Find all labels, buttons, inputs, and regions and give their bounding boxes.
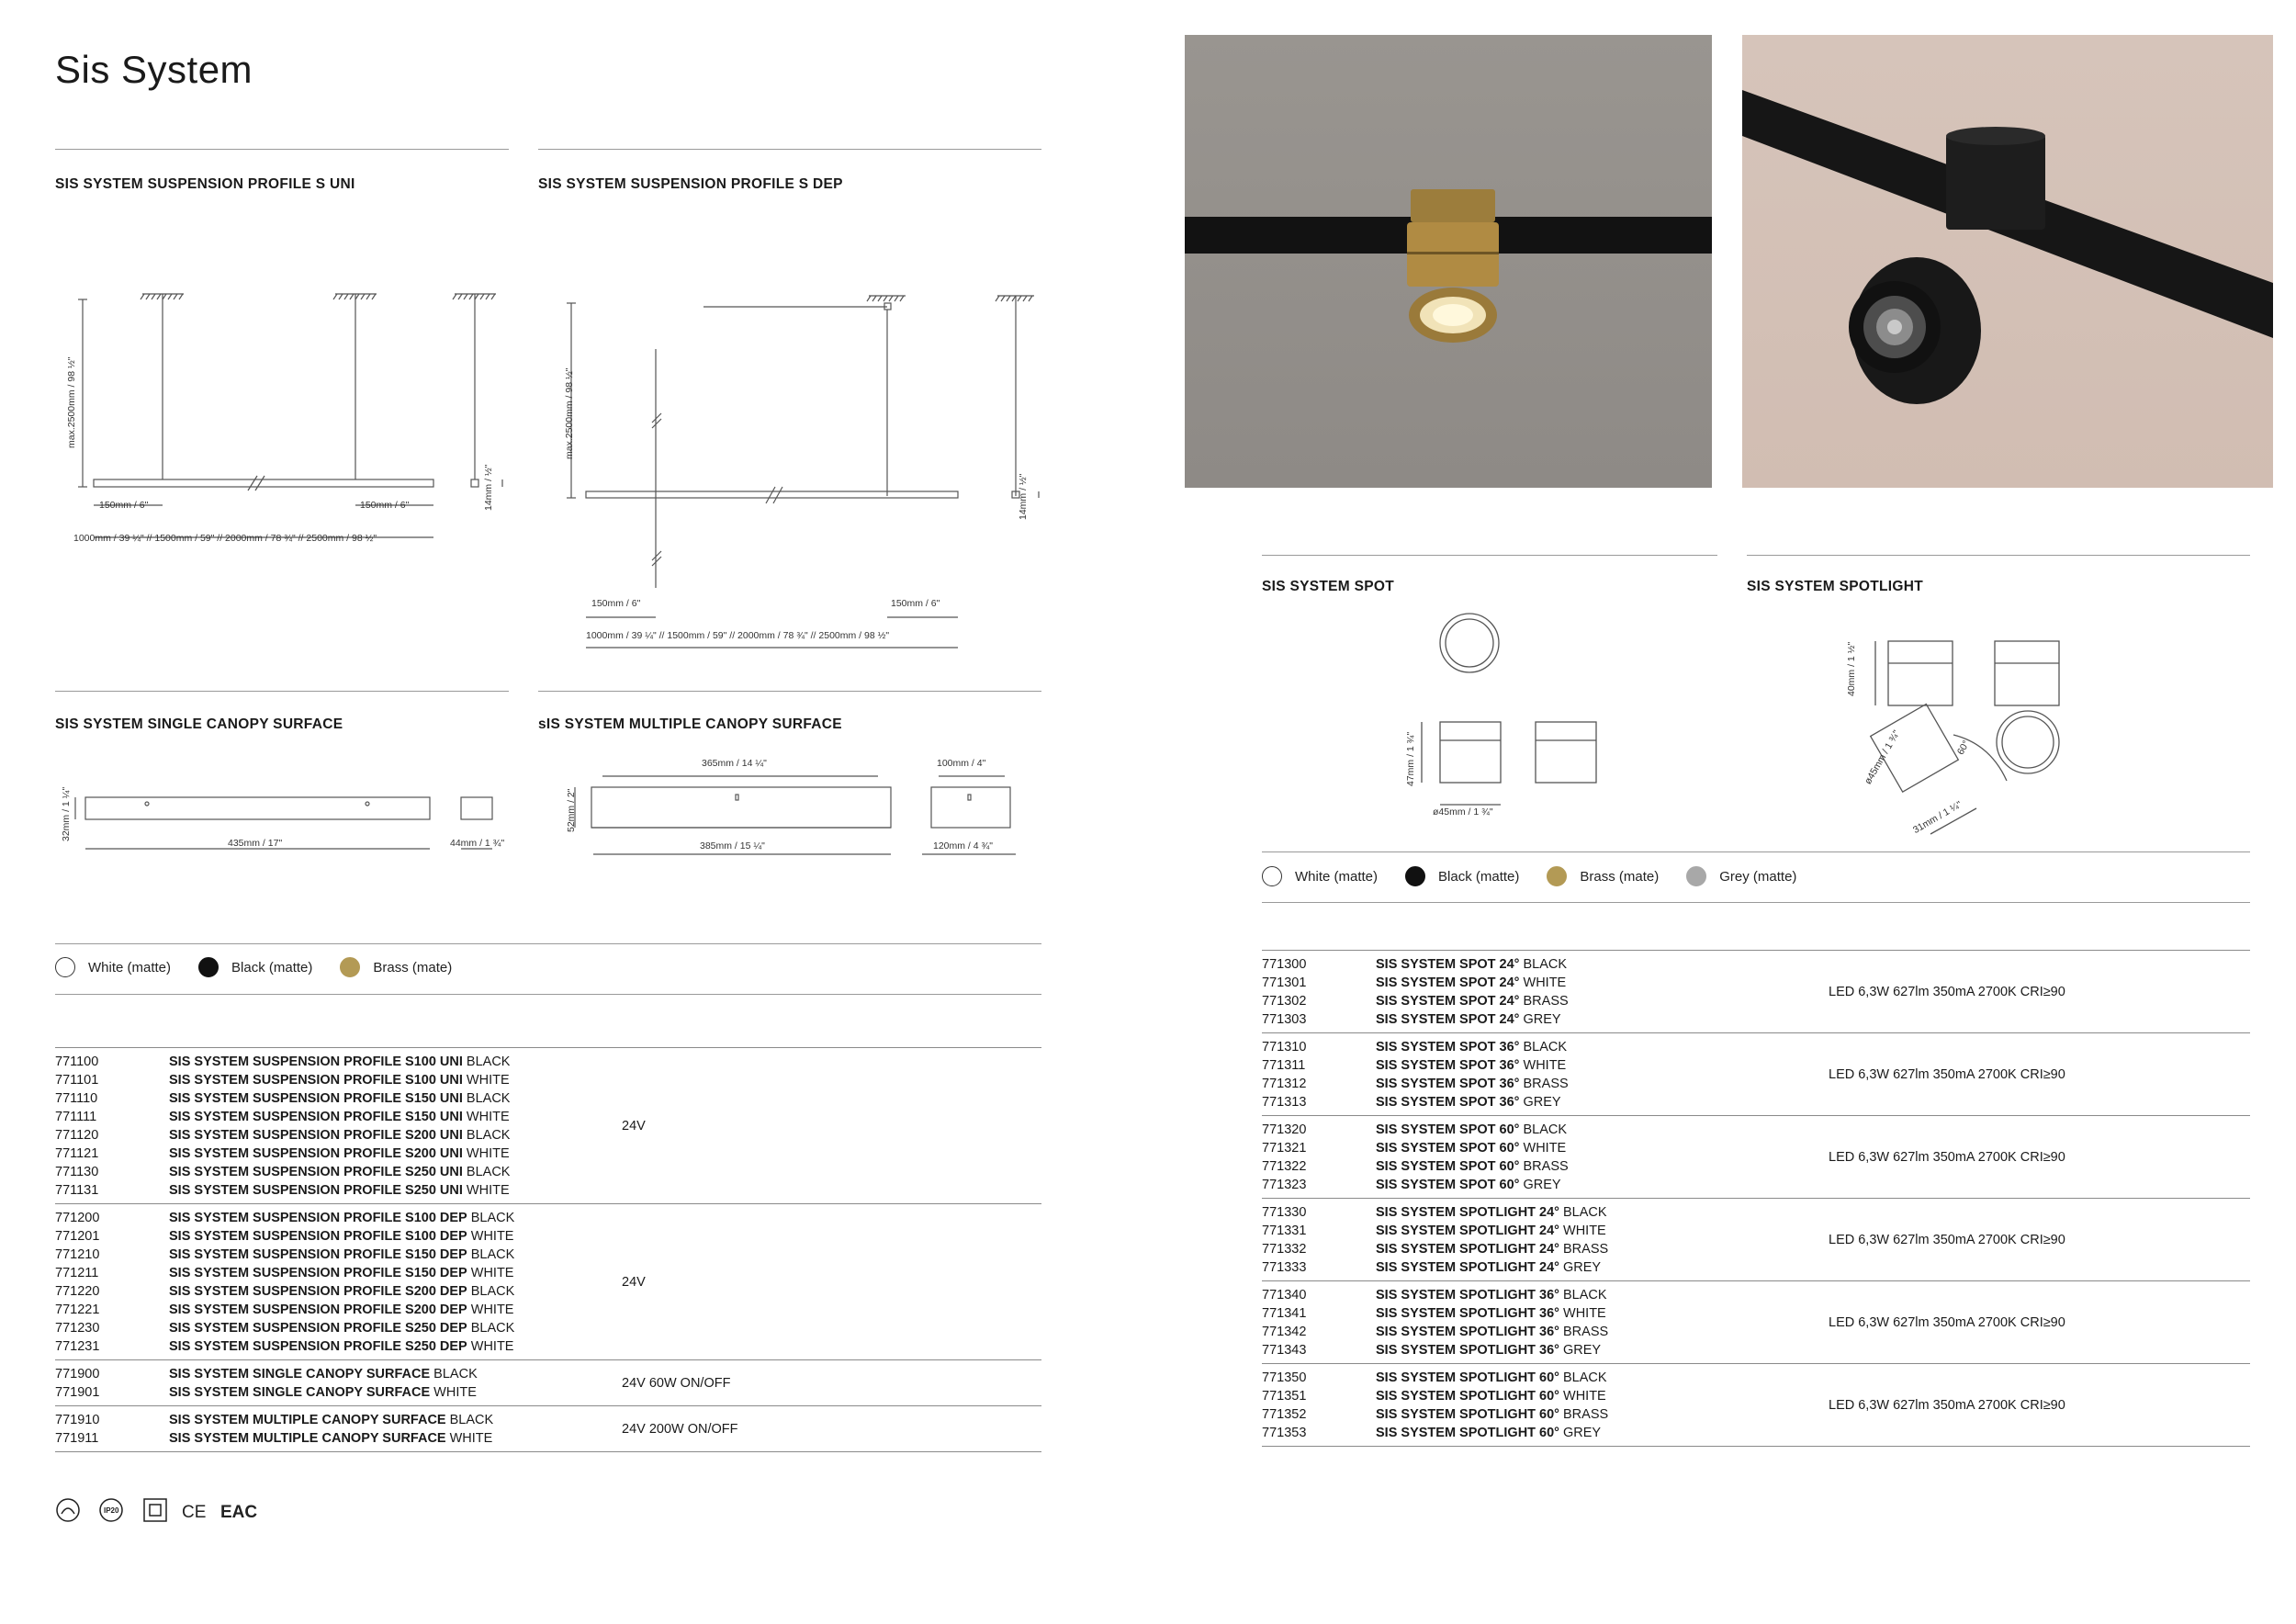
dim-label: 385mm / 15 ¼" xyxy=(700,840,765,851)
product-finish: BRASS xyxy=(1519,994,1569,1009)
product-name xyxy=(1376,1093,1569,1111)
photo-spot-brass xyxy=(1185,35,1712,488)
product-spec: LED 6,3W 627lm 350mA 2700K CRI≥90 xyxy=(1829,984,2065,999)
product-name xyxy=(169,1365,478,1383)
product-spec: LED 6,3W 627lm 350mA 2700K CRI≥90 xyxy=(1829,1232,2065,1247)
dim-label: 60° xyxy=(1954,739,1973,757)
product-model: SIS SYSTEM SUSPENSION PROFILE S200 DEP xyxy=(169,1284,467,1299)
product-name xyxy=(1376,1203,1608,1222)
divider xyxy=(55,943,1041,944)
product-finish: BRASS xyxy=(1519,1077,1569,1091)
section-title-dep: SIS SYSTEM SUSPENSION PROFILE S DEP xyxy=(538,176,843,192)
finish-swatch xyxy=(1547,866,1659,886)
product-code: 771341 xyxy=(1262,1306,1307,1321)
color-dot-icon xyxy=(1547,866,1567,886)
product-finish: WHITE xyxy=(462,1073,510,1088)
product-finish: BLACK xyxy=(467,1284,515,1299)
product-code: 771910 xyxy=(55,1413,100,1427)
product-code: 771901 xyxy=(55,1385,100,1400)
ip-rating: IP20 xyxy=(104,1506,119,1515)
color-dot-icon xyxy=(198,957,219,977)
product-name xyxy=(1376,1387,1608,1405)
finish-label: Grey (matte) xyxy=(1719,868,1797,885)
divider xyxy=(538,691,1041,692)
product-code: 771101 xyxy=(55,1073,99,1088)
product-model: SIS SYSTEM SPOTLIGHT 60° xyxy=(1376,1426,1559,1440)
product-name xyxy=(1376,1240,1608,1258)
product-finish: WHITE xyxy=(467,1229,514,1244)
divider xyxy=(1262,902,2250,903)
product-group xyxy=(1262,1280,2250,1363)
product-name xyxy=(169,1301,514,1319)
product-finish: BRASS xyxy=(1559,1242,1609,1257)
dim-label: 435mm / 17" xyxy=(228,838,283,849)
product-name xyxy=(1376,1010,1569,1029)
product-model: SIS SYSTEM SPOT 24° xyxy=(1376,994,1520,1009)
product-code: 771310 xyxy=(1262,1040,1307,1054)
product-name xyxy=(1376,992,1569,1010)
product-finish: WHITE xyxy=(462,1146,510,1161)
product-name xyxy=(1376,1405,1608,1424)
product-code: 771320 xyxy=(1262,1122,1307,1137)
product-model: SIS SYSTEM MULTIPLE CANOPY SURFACE xyxy=(169,1413,446,1427)
product-name xyxy=(169,1227,514,1246)
product-model: SIS SYSTEM SUSPENSION PROFILE S250 UNI xyxy=(169,1183,463,1198)
product-name xyxy=(1376,1176,1569,1194)
product-finish: GREY xyxy=(1559,1343,1602,1358)
product-name xyxy=(169,1264,514,1282)
product-code: 771342 xyxy=(1262,1325,1307,1339)
product-name xyxy=(169,1108,510,1126)
product-name xyxy=(169,1282,514,1301)
divider xyxy=(1747,555,2250,556)
section-title-single: SIS SYSTEM SINGLE CANOPY SURFACE xyxy=(55,716,343,732)
product-code: 771130 xyxy=(55,1165,99,1179)
product-finish: BLACK xyxy=(1559,1288,1607,1303)
product-code: 771121 xyxy=(55,1146,99,1161)
divider xyxy=(55,994,1041,995)
product-finish: GREY xyxy=(1559,1260,1602,1275)
product-name xyxy=(169,1429,493,1448)
product-group xyxy=(1262,1198,2250,1280)
product-code: 771111 xyxy=(55,1110,97,1124)
divider xyxy=(55,149,509,150)
color-dot-icon xyxy=(340,957,360,977)
product-model: SIS SYSTEM SUSPENSION PROFILE S250 DEP xyxy=(169,1339,467,1354)
product-name xyxy=(169,1163,510,1181)
product-finish: BRASS xyxy=(1519,1159,1569,1174)
product-model: SIS SYSTEM SPOTLIGHT 60° xyxy=(1376,1370,1559,1385)
product-model: SIS SYSTEM SPOTLIGHT 36° xyxy=(1376,1288,1559,1303)
product-name xyxy=(1376,1258,1608,1277)
dim-label: 40mm / 1 ½" xyxy=(1846,641,1857,696)
uni-profile-drawing xyxy=(55,285,509,551)
product-model: SIS SYSTEM SUSPENSION PROFILE S150 DEP xyxy=(169,1266,467,1280)
multi-canopy-drawing xyxy=(538,767,1041,868)
product-spec: 24V xyxy=(622,1274,646,1290)
product-code: 771311 xyxy=(1262,1058,1306,1073)
product-group xyxy=(55,1203,1041,1359)
product-model: SIS SYSTEM SPOT 24° xyxy=(1376,976,1520,990)
ce-mark: CE xyxy=(182,1503,207,1522)
product-model: SIS SYSTEM SPOT 60° xyxy=(1376,1141,1520,1156)
section-title-spot: SIS SYSTEM SPOT xyxy=(1262,579,1395,594)
product-spec: 24V xyxy=(622,1118,646,1133)
dim-label: 150mm / 6" xyxy=(99,500,149,511)
product-code: 771351 xyxy=(1262,1389,1307,1404)
product-model: SIS SYSTEM SPOT 60° xyxy=(1376,1178,1520,1192)
product-name xyxy=(1376,1121,1569,1139)
product-finish: WHITE xyxy=(467,1266,514,1280)
product-name xyxy=(1376,1341,1608,1359)
product-spec: LED 6,3W 627lm 350mA 2700K CRI≥90 xyxy=(1829,1397,2065,1413)
product-code: 771312 xyxy=(1262,1077,1307,1091)
product-name xyxy=(1376,1038,1569,1056)
product-code: 771221 xyxy=(55,1303,100,1317)
product-code: 771231 xyxy=(55,1339,100,1354)
product-model: SIS SYSTEM SPOT 24° xyxy=(1376,1012,1520,1027)
dim-label: 14mm / ½" xyxy=(1018,473,1029,520)
photo-spotlight-black xyxy=(1742,35,2273,488)
finish-label: Brass (mate) xyxy=(1580,868,1660,885)
product-model: SIS SYSTEM SPOTLIGHT 24° xyxy=(1376,1260,1559,1275)
color-dot-icon xyxy=(1405,866,1425,886)
product-finish: BLACK xyxy=(462,1128,511,1143)
product-model: SIS SYSTEM SPOTLIGHT 24° xyxy=(1376,1224,1559,1238)
product-code: 771100 xyxy=(55,1054,99,1069)
product-model: SIS SYSTEM SUSPENSION PROFILE S100 DEP xyxy=(169,1229,467,1244)
dim-label: 1000mm / 39 ¼" // 1500mm / 59" // 2000mm / 78 ¾" // 2500mm / 98 ½" xyxy=(73,533,377,544)
product-code: 771900 xyxy=(55,1367,100,1382)
divider xyxy=(55,691,509,692)
product-code: 771300 xyxy=(1262,957,1307,972)
product-code: 771332 xyxy=(1262,1242,1307,1257)
product-finish: WHITE xyxy=(1519,1058,1567,1073)
divider xyxy=(1262,851,2250,852)
product-finish: BLACK xyxy=(445,1413,494,1427)
product-code: 771303 xyxy=(1262,1012,1307,1027)
product-model: SIS SYSTEM SPOTLIGHT 60° xyxy=(1376,1407,1559,1422)
product-finish: WHITE xyxy=(462,1110,510,1124)
product-name xyxy=(1376,974,1569,992)
finish-swatch xyxy=(1686,866,1796,886)
product-model: SIS SYSTEM SUSPENSION PROFILE S200 UNI xyxy=(169,1128,463,1143)
product-name xyxy=(1376,1369,1608,1387)
product-name xyxy=(169,1089,510,1108)
product-finish: BLACK xyxy=(1559,1370,1607,1385)
product-code: 771211 xyxy=(55,1266,99,1280)
product-finish: GREY xyxy=(1519,1095,1561,1110)
product-name xyxy=(1376,1424,1608,1442)
product-code: 771330 xyxy=(1262,1205,1307,1220)
product-code: 771200 xyxy=(55,1211,100,1225)
product-finish: WHITE xyxy=(1559,1306,1606,1321)
product-name xyxy=(169,1181,510,1200)
product-code: 771321 xyxy=(1262,1141,1307,1156)
product-finish: WHITE xyxy=(1559,1389,1606,1404)
product-code: 771120 xyxy=(55,1128,99,1143)
product-spec: LED 6,3W 627lm 350mA 2700K CRI≥90 xyxy=(1829,1149,2065,1165)
product-model: SIS SYSTEM SPOTLIGHT 24° xyxy=(1376,1242,1559,1257)
product-name xyxy=(1376,1304,1608,1323)
finish-swatches xyxy=(55,957,479,977)
product-model: SIS SYSTEM SUSPENSION PROFILE S150 UNI xyxy=(169,1091,463,1106)
product-code: 771322 xyxy=(1262,1159,1307,1174)
product-model: SIS SYSTEM SUSPENSION PROFILE S200 UNI xyxy=(169,1146,463,1161)
dim-label: 150mm / 6" xyxy=(360,500,410,511)
product-group xyxy=(55,1047,1041,1203)
product-finish: WHITE xyxy=(1519,1141,1567,1156)
product-code: 771313 xyxy=(1262,1095,1307,1110)
dim-label: 365mm / 14 ¼" xyxy=(702,758,767,769)
product-code: 771331 xyxy=(1262,1224,1307,1238)
finish-swatch xyxy=(1262,866,1378,886)
product-model: SIS SYSTEM SINGLE CANOPY SURFACE xyxy=(169,1385,431,1400)
product-finish: BLACK xyxy=(467,1321,515,1336)
dep-profile-drawing xyxy=(538,285,1041,652)
dim-label: 32mm / 1 ¼" xyxy=(61,786,72,841)
page-title: Sis System xyxy=(55,48,253,91)
product-finish: WHITE xyxy=(462,1183,510,1198)
product-finish: WHITE xyxy=(1519,976,1567,990)
product-code: 771201 xyxy=(55,1229,100,1244)
product-name xyxy=(169,1071,510,1089)
product-model: SIS SYSTEM SUSPENSION PROFILE S100 DEP xyxy=(169,1211,467,1225)
product-code: 771353 xyxy=(1262,1426,1307,1440)
product-code: 771350 xyxy=(1262,1370,1307,1385)
product-model: SIS SYSTEM SUSPENSION PROFILE S250 DEP xyxy=(169,1321,467,1336)
product-name xyxy=(1376,1157,1569,1176)
dim-label: 52mm / 2" xyxy=(566,788,577,832)
product-model: SIS SYSTEM SUSPENSION PROFILE S100 UNI xyxy=(169,1054,463,1069)
product-model: SIS SYSTEM SUSPENSION PROFILE S200 DEP xyxy=(169,1303,467,1317)
divider xyxy=(1262,555,1717,556)
product-code: 771110 xyxy=(55,1091,98,1106)
product-spec: LED 6,3W 627lm 350mA 2700K CRI≥90 xyxy=(1829,1066,2065,1082)
product-code: 771220 xyxy=(55,1284,100,1299)
product-finish: BLACK xyxy=(467,1247,515,1262)
dim-label: 47mm / 1 ¾" xyxy=(1405,731,1416,786)
product-finish: BLACK xyxy=(462,1054,511,1069)
product-group xyxy=(55,1405,1041,1451)
spotlight-drawing xyxy=(1747,634,2250,836)
product-group xyxy=(1262,1363,2250,1446)
product-model: SIS SYSTEM SPOTLIGHT 36° xyxy=(1376,1343,1559,1358)
product-spec: LED 6,3W 627lm 350mA 2700K CRI≥90 xyxy=(1829,1314,2065,1330)
product-spec: 24V 60W ON/OFF xyxy=(622,1375,731,1391)
product-code: 771230 xyxy=(55,1321,100,1336)
dim-label: max.2500mm / 98 ½" xyxy=(564,367,575,459)
product-name xyxy=(1376,1286,1608,1304)
table-end-rule xyxy=(1262,1446,2250,1447)
product-code: 771323 xyxy=(1262,1178,1307,1192)
product-spec: 24V 200W ON/OFF xyxy=(622,1421,738,1437)
section-title-multi: sIS SYSTEM MULTIPLE CANOPY SURFACE xyxy=(538,716,842,732)
product-model: SIS SYSTEM SPOTLIGHT 36° xyxy=(1376,1306,1559,1321)
dim-label: 44mm / 1 ¾" xyxy=(450,838,505,849)
dim-label: 1000mm / 39 ¼" // 1500mm / 59" // 2000mm / 78 ¾" // 2500mm / 98 ½" xyxy=(586,630,890,641)
product-table xyxy=(1262,950,2250,1447)
finish-swatch xyxy=(340,957,452,977)
product-name xyxy=(1376,1222,1608,1240)
product-finish: BLACK xyxy=(1519,957,1568,972)
dim-label: 31mm / 1 ¼" xyxy=(1910,799,1964,836)
table-end-rule xyxy=(55,1451,1041,1452)
product-finish: BLACK xyxy=(1559,1205,1607,1220)
product-model: SIS SYSTEM SUSPENSION PROFILE S150 DEP xyxy=(169,1247,467,1262)
product-name xyxy=(169,1411,493,1429)
color-dot-icon xyxy=(55,957,75,977)
product-name xyxy=(1376,1075,1569,1093)
product-table xyxy=(55,1047,1041,1452)
class-ii-icon xyxy=(144,1499,166,1521)
spotlight-black-image xyxy=(1742,35,2273,488)
product-name xyxy=(169,1126,510,1145)
product-finish: BLACK xyxy=(467,1211,515,1225)
product-finish: WHITE xyxy=(467,1339,514,1354)
dim-label: 100mm / 4" xyxy=(937,758,986,769)
product-code: 771340 xyxy=(1262,1288,1307,1303)
product-model: SIS SYSTEM SPOTLIGHT 36° xyxy=(1376,1325,1559,1339)
dimmable-icon xyxy=(57,1499,79,1521)
product-model: SIS SYSTEM SPOT 36° xyxy=(1376,1095,1520,1110)
section-title-uni: SIS SYSTEM SUSPENSION PROFILE S UNI xyxy=(55,176,355,192)
product-model: SIS SYSTEM SPOT 36° xyxy=(1376,1077,1520,1091)
product-model: SIS SYSTEM SINGLE CANOPY SURFACE xyxy=(169,1367,431,1382)
product-model: SIS SYSTEM SPOT 36° xyxy=(1376,1040,1520,1054)
finish-label: Black (matte) xyxy=(1438,868,1520,885)
product-name xyxy=(169,1246,514,1264)
product-code: 771352 xyxy=(1262,1407,1307,1422)
section-title-spotlight: SIS SYSTEM SPOTLIGHT xyxy=(1747,579,1924,594)
product-code: 771911 xyxy=(55,1431,99,1446)
finish-label: Black (matte) xyxy=(231,959,313,976)
product-finish: WHITE xyxy=(430,1385,477,1400)
product-name xyxy=(169,1383,478,1402)
product-finish: WHITE xyxy=(445,1431,493,1446)
product-model: SIS SYSTEM SPOT 24° xyxy=(1376,957,1520,972)
product-model: SIS SYSTEM SUSPENSION PROFILE S100 UNI xyxy=(169,1073,463,1088)
divider xyxy=(538,149,1041,150)
product-model: SIS SYSTEM SPOT 36° xyxy=(1376,1058,1520,1073)
spot-brass-image xyxy=(1185,35,1712,488)
product-model: SIS SYSTEM SPOTLIGHT 60° xyxy=(1376,1389,1559,1404)
product-finish: BLACK xyxy=(462,1091,511,1106)
spot-drawing xyxy=(1262,606,1717,836)
product-group xyxy=(55,1359,1041,1405)
product-name xyxy=(1376,1056,1569,1075)
finish-swatch xyxy=(55,957,171,977)
product-group xyxy=(1262,1115,2250,1198)
product-model: SIS SYSTEM SPOT 60° xyxy=(1376,1122,1520,1137)
product-model: SIS SYSTEM SPOT 60° xyxy=(1376,1159,1520,1174)
finish-swatches xyxy=(1262,866,1824,886)
product-code: 771343 xyxy=(1262,1343,1307,1358)
product-code: 771333 xyxy=(1262,1260,1307,1275)
product-finish: BRASS xyxy=(1559,1407,1609,1422)
color-dot-icon xyxy=(1262,866,1282,886)
dim-label: max.2500mm / 98 ½" xyxy=(66,356,77,448)
product-name xyxy=(169,1319,514,1337)
color-dot-icon xyxy=(1686,866,1706,886)
product-name xyxy=(169,1337,514,1356)
dim-label: 120mm / 4 ¾" xyxy=(933,840,994,851)
dim-label: 14mm / ½" xyxy=(483,464,494,511)
product-group xyxy=(1262,950,2250,1032)
product-finish: WHITE xyxy=(1559,1224,1606,1238)
product-name xyxy=(1376,1323,1608,1341)
product-model: SIS SYSTEM SPOTLIGHT 24° xyxy=(1376,1205,1559,1220)
product-finish: WHITE xyxy=(467,1303,514,1317)
finish-label: White (matte) xyxy=(88,959,172,976)
product-model: SIS SYSTEM SUSPENSION PROFILE S150 UNI xyxy=(169,1110,463,1124)
product-finish: BLACK xyxy=(1519,1040,1568,1054)
product-code: 771210 xyxy=(55,1247,100,1262)
finish-swatch xyxy=(1405,866,1519,886)
product-code: 771301 xyxy=(1262,976,1307,990)
eac-mark: EAC xyxy=(220,1503,257,1522)
product-finish: GREY xyxy=(1519,1012,1561,1027)
product-name xyxy=(1376,955,1569,974)
product-name xyxy=(1376,1139,1569,1157)
product-model: SIS SYSTEM MULTIPLE CANOPY SURFACE xyxy=(169,1431,446,1446)
dim-label: ø45mm / 1 ¾" xyxy=(1863,728,1903,786)
product-name xyxy=(169,1209,514,1227)
finish-label: Brass (mate) xyxy=(373,959,453,976)
product-finish: BRASS xyxy=(1559,1325,1609,1339)
product-model: SIS SYSTEM SUSPENSION PROFILE S250 UNI xyxy=(169,1165,463,1179)
product-code: 771131 xyxy=(55,1183,99,1198)
dim-label: 150mm / 6" xyxy=(891,598,940,609)
product-finish: BLACK xyxy=(462,1165,511,1179)
product-finish: BLACK xyxy=(1519,1122,1568,1137)
product-finish: GREY xyxy=(1519,1178,1561,1192)
finish-swatch xyxy=(198,957,312,977)
product-code: 771302 xyxy=(1262,994,1307,1009)
product-finish: GREY xyxy=(1559,1426,1602,1440)
dim-label: ø45mm / 1 ¾" xyxy=(1433,806,1493,818)
dim-label: 150mm / 6" xyxy=(591,598,641,609)
product-finish: BLACK xyxy=(430,1367,478,1382)
product-name xyxy=(169,1145,510,1163)
finish-label: White (matte) xyxy=(1295,868,1379,885)
product-group xyxy=(1262,1032,2250,1115)
certification-icons xyxy=(55,1495,257,1528)
product-name xyxy=(169,1053,510,1071)
